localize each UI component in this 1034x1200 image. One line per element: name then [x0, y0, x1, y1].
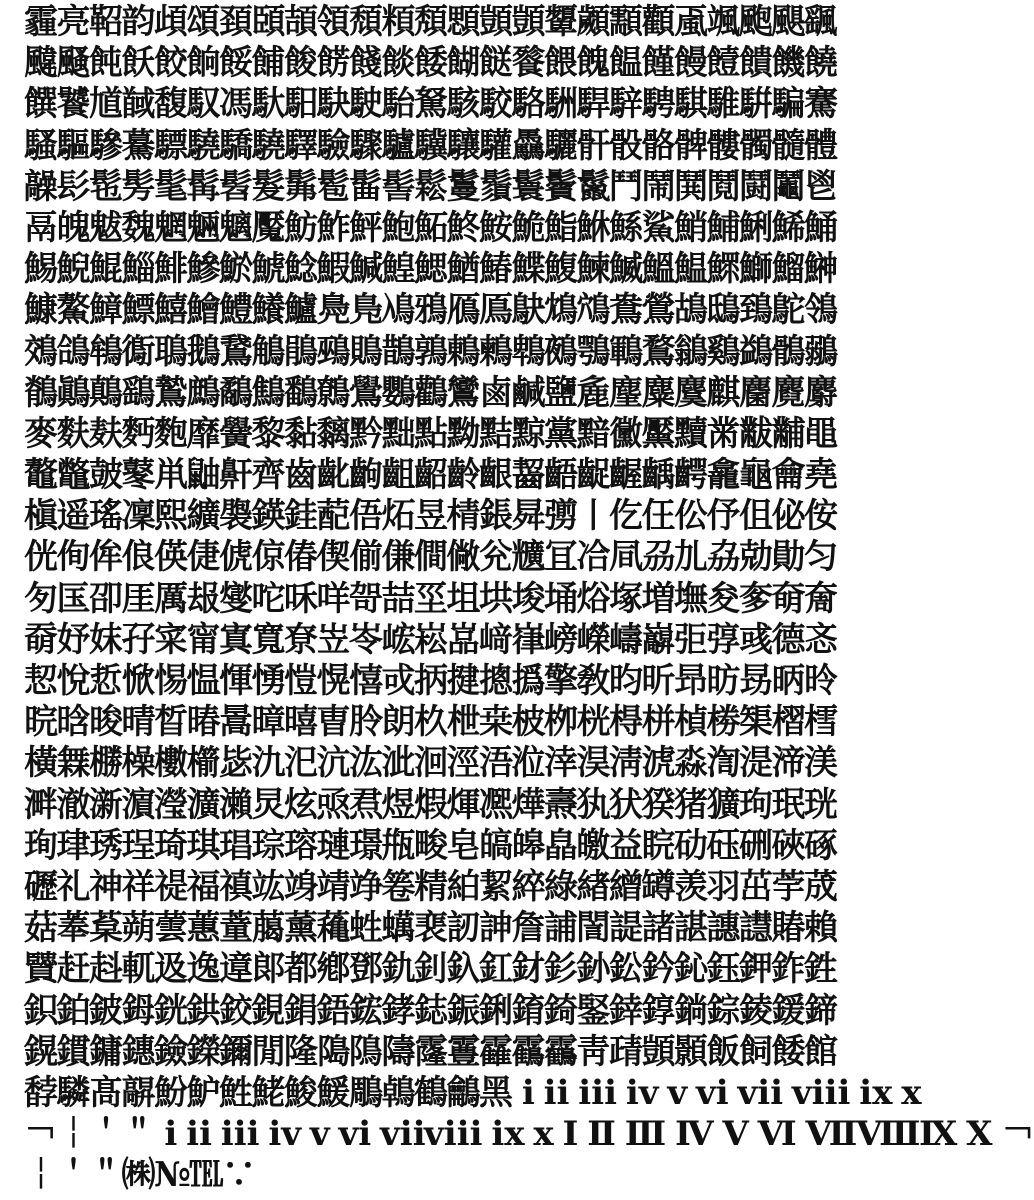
glyph-row: ￢￤＇＂ ⅰ ⅱ ⅲ ⅳ ⅴ ⅵ ⅶⅷ ⅸ ⅹ Ⅰ Ⅱ Ⅲ Ⅳ Ⅴ Ⅵ ⅦⅧⅨ Ⅹ ￢: [24, 1114, 1034, 1155]
glyph-row: 晥晗晙晴晳暙暠暲暿曺朎朗杦枻桒柀栁桄棏栟楨椦榘槢樰: [24, 702, 837, 743]
glyph-row: 侊侚侔俍偀倢俿倞偆偰偂傔僴僘兊兤冝冾凬刕劜劦勀勛匀: [24, 537, 837, 578]
glyph-row: 鬲魄魃魏魍魎魑魘魴鮓鮃鮑鮖鮗鮟鮠鮨鮴鯀鯊鮹鯆鯏鯑鯒: [24, 207, 837, 248]
glyph-row: 礰礼神祥禔福禛竑竧靖竫箞精絈絜綷綠緖繒罇羡羽茁荢荿: [24, 866, 837, 907]
glyph-row: 贒赶﨣軏﨤逸遧郞都鄕鄧釚釗釞釭釮釤釥鈆鈐鈊鈺鉀鈼鉎: [24, 949, 837, 990]
glyph-row: 匇匤卲厓厲叝燮咜咊咩哿喆坙坥垬埈埇焀塚増墲夋奓奛奝: [24, 578, 837, 619]
glyph-row: 鶺鷆鷏鷂鷙鷓鷸鷦鷭鷯鷽鸚鸛鸞鹵鹹鹽麁麈麋麌麒麕麑麝: [24, 372, 837, 413]
glyph-row: 鉙鉑鈹鉧銧鉷鉸鋧鋗鋙鋐﨧鋕鋠鋓錥錡鋻﨨錞鋿錝錂鍰鍗: [24, 990, 837, 1031]
glyph-row: 髞髟髢髣髦髯髫髮髴髱髷髻鬆鬘鬚鬟鬢鬣鬥鬧鬨鬩鬪鬮鬯: [24, 166, 837, 207]
glyph-row: 恝悅悊惞惕愠惲愑愷愰憘戓抦揵摠撝擎敎昀昕昻昉昮昞昤: [24, 661, 837, 701]
glyph-row: 橫橆橳橾櫢櫤毖氿汜沆汯泚洄涇浯涖涬淏淸淲淼渹湜渧渼: [24, 743, 837, 784]
glyph-row: ￤＇＂㈱№℡∵: [24, 1155, 255, 1196]
glyph-row: 奣妤妺孖寀甯寘寬尞岦岺峵崧嵓﨑嵂嵭嶸嶹巐弡弴彧德忞: [24, 619, 837, 660]
glyph-row: 珣珒琇珵琦琪琩琮瑢璉璟甁畯皂皜皞皛皦益睆劯砡硎硤硺: [24, 825, 837, 866]
glyph-row: 槇遥瑤凜熙纊褜鍈銈蓜俉炻昱棈鋹曻彅丨仡仼伀伃伹佖侒: [24, 496, 837, 537]
glyph-row: 颹颾飩飫餃餉餒餔餕餝餞餤餧餬餸餮餵餽饂饉饅饐饋饑饒: [24, 43, 837, 84]
glyph-row: 鎤鏆鏞鏸鐱鑅鑈閒隆﨩隝隯霳霻靃靍靏靑靕顗顥飯飼餧館: [24, 1031, 837, 1072]
glyph-row: 騷驅驂驀驃驍驕驍驛驗驟驢驥驤驩驫驪骭骰骼髀髏髑髓體: [24, 125, 837, 166]
glyph-row: 菇菶葈蒴蕓蕙蕫﨟薰蘒﨡蠇裵訒訷詹誧誾諟諸諶譓譿賰賴: [24, 908, 837, 949]
glyph-rows: [24, 2, 1034, 1196]
glyph-row: 鼇鼈皷鼕鼡鼬鼾齊齒齔齣齟齠齡齦齧齬齪齷齲齶龕龜龠堯: [24, 455, 837, 496]
glyph-row: 霾亮鞀韵頉頌頚頣頡領頹頪頽顋顗顗顰顪顬顴颪颯颮颶颻: [24, 2, 837, 42]
glyph-row: 鱇鰲鱆鰾鱚鱠鱧鱶鱸鳧鳬鳰鴉鴈鳫鴃鴆鴪鴦鶯鴣鴟鵄鴕鴒: [24, 290, 837, 331]
glyph-row: 馞驎髙髜魵魲鮏鮱鮻鰀鵰鵫鶴鸙黑 ⅰ ⅱ ⅲ ⅳ ⅴ ⅵ ⅶ ⅷ ⅸ ⅹ: [24, 1072, 921, 1113]
glyph-row: 麥麩麸麪麭靡黌黎黏黐黔黜點黝黠黥黨黯黴黶黷黹黻黼黽: [24, 413, 837, 454]
glyph-row: 鯣鯢鯤鯔鯡鰺鯲鯱鯰鰕鰔鰉鰓鰌鰆鰈鰒鰊鰄鰮鰛鰥鰤鰡鰰: [24, 249, 837, 290]
glyph-row: 溿澈澵濵瀅瀇瀨炅炫焏焄煜煆煇凞燁燾犱犾猤猪獷玽珉珖: [24, 784, 837, 825]
glyph-row: 鵁鴿鴾鵆鵈鵝鵞鵤鵑鵐鵙鵲鶉鶇鶫鵯鵺鶚鶤鶩鶲鷄鷁鶻鶸: [24, 331, 837, 372]
glyph-row: 饌饕馗馘馥馭馮馱馹駃駛駘駑駭駮駱駲駻騂騁騏騅騈騙騫: [24, 84, 837, 125]
